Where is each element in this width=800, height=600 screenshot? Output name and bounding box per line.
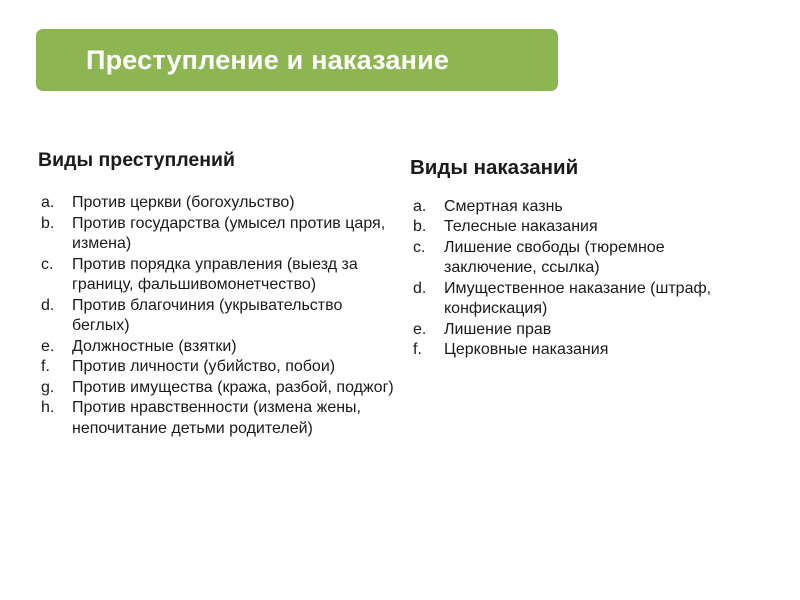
list-marker: h. (41, 399, 55, 417)
list-item-text: Против государства (умысел против царя, измена) (72, 214, 386, 253)
list-marker: c. (413, 238, 426, 256)
list-item (410, 279, 760, 320)
list-item (410, 217, 760, 238)
list-item-text: Телесные наказания (444, 218, 598, 236)
list-item-text: Церковные наказания (444, 341, 609, 359)
list-marker: g. (41, 378, 55, 396)
punishments-list (410, 197, 760, 361)
list-item (38, 357, 400, 378)
list-item (38, 214, 400, 255)
list-marker: d. (41, 296, 55, 314)
list-marker: e. (413, 320, 427, 338)
list-item (410, 340, 760, 361)
list-item-text: Против имущества (кража, разбой, поджог) (72, 378, 394, 396)
list-marker: e. (41, 337, 55, 355)
list-item (38, 337, 400, 358)
list-item-text: Имущественное наказание (штраф, конфискация) (444, 279, 712, 318)
crimes-column (38, 149, 400, 439)
list-item-text: Должностные (взятки) (72, 337, 237, 355)
page-title: Преступление и наказание (86, 44, 450, 75)
list-item (410, 320, 760, 341)
title-banner (36, 29, 558, 91)
list-item (38, 193, 400, 214)
crimes-list (38, 193, 400, 439)
list-item-text: Против благочиния (укрывательство беглых) (72, 296, 343, 335)
list-item-text: Лишение свободы (тюремное заключение, ссылка) (444, 238, 665, 277)
list-marker: d. (413, 279, 427, 297)
list-item-text: Против церкви (богохульство) (72, 194, 295, 212)
list-item-text: Против нравственности (измена жены, непочитание детьми родителей) (72, 399, 361, 437)
list-item (38, 378, 400, 399)
list-marker: c. (41, 255, 54, 273)
list-marker: f. (413, 341, 422, 359)
list-marker: a. (41, 194, 55, 212)
list-marker: a. (413, 197, 427, 215)
list-item-text: Против порядка управления (выезд за границу, фальшивомонетчество) (72, 255, 358, 294)
list-marker: b. (41, 214, 55, 232)
punishments-heading: Виды наказаний (410, 156, 579, 179)
list-item-text: Лишение прав (444, 320, 552, 338)
list-item (410, 238, 760, 279)
crimes-heading: Виды преступлений (38, 149, 236, 171)
list-item (38, 398, 400, 439)
list-item (38, 296, 400, 337)
list-marker: f. (41, 358, 50, 376)
punishments-column (410, 156, 760, 361)
list-item-text: Против личности (убийство, побои) (72, 358, 336, 376)
list-item (38, 255, 400, 296)
list-item (410, 197, 760, 218)
list-marker: b. (413, 218, 427, 236)
list-item-text: Смертная казнь (444, 197, 563, 215)
